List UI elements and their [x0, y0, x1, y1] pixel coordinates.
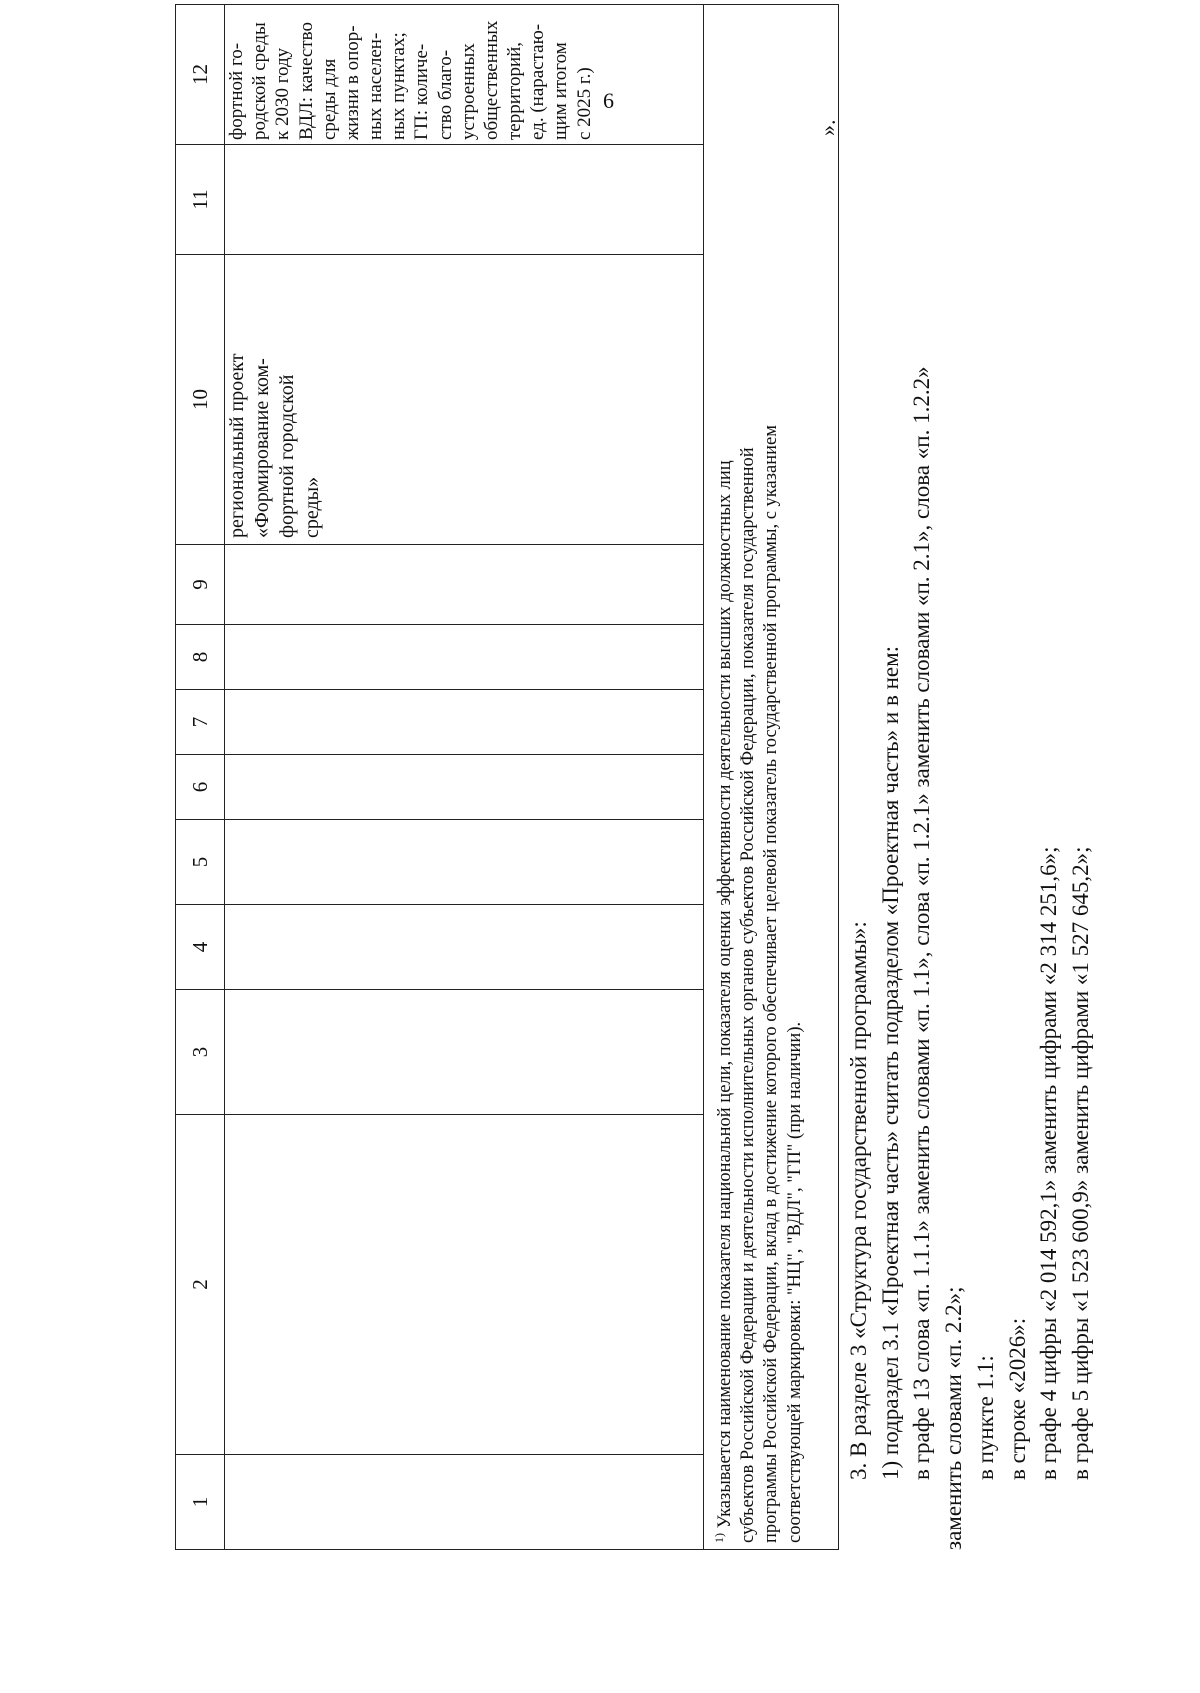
cell-col-2	[225, 1115, 704, 1455]
cell-text-line: устроенных	[457, 43, 479, 140]
page-number: 6	[603, 88, 614, 113]
closing-quote-mark: ».	[815, 119, 840, 136]
cell-col-5	[225, 820, 704, 905]
cell-text-line: ных населен-	[365, 32, 387, 140]
footnote	[704, 5, 839, 1550]
cell-col-1	[225, 1455, 704, 1550]
cell-text-line: ГП: количе-	[411, 43, 433, 140]
body-line: в графе 4 цифры «2 014 592,1» заменить цифрами «2 314 251,6»;	[1036, 846, 1062, 1480]
footnote-text: Указывается наименование показателя национальной цели, показателя оценки эффективности деятельности высших должностных лиц	[715, 460, 736, 1533]
footnote-line: соответствующей маркировки: "НЦ", "ВДЛ", "ГП" (при наличии).	[784, 1021, 805, 1543]
cell-text-line: ных пунктах;	[388, 32, 410, 140]
header-col-9: 9	[176, 545, 225, 625]
header-col-6: 6	[176, 755, 225, 820]
table-row	[225, 5, 704, 1550]
footnote-line: субъектов Российской Федерации и деятельности исполнительных органов субъектов Российской Федерации, показателя государственной	[738, 447, 759, 1543]
body-line: 1) подраздел 3.1 «Проектная часть» считать подразделом «Проектная часть» и в нем:	[877, 645, 903, 1480]
cell-text-line: ед. (нарастаю-	[527, 23, 549, 140]
header-col-11: 11	[176, 145, 225, 255]
cell-text-line: региональный проект	[226, 353, 248, 538]
footnote-line: программы Российской Федерации, вклад в достижение которого обеспечивает целевой показатель государственной программы, с указанием	[761, 425, 782, 1543]
table-header-row	[176, 5, 225, 1550]
cell-text-line: «Формирование ком-	[251, 358, 273, 538]
cell-text-line: с 2025 г.)	[573, 67, 595, 140]
body-line: в пункте 1.1:	[972, 1355, 998, 1480]
cell-col-8	[225, 625, 704, 690]
body-line: в графе 5 цифры «1 523 600,9» заменить цифрами «1 527 645,2»;	[1068, 846, 1094, 1480]
cell-col-3	[225, 990, 704, 1115]
cell-col-4	[225, 905, 704, 990]
header-col-1: 1	[176, 1455, 225, 1550]
cell-text-line: щим итогом	[550, 42, 572, 140]
header-col-12: 12	[176, 5, 225, 145]
body-line: в строке «2026»:	[1004, 1317, 1030, 1480]
body-line: в графе 13 слова «п. 1.1.1» заменить словами «п. 1.1», слова «п. 1.2.1» заменить словами «п. 2.1», слова «п. 1.2.2»	[909, 366, 935, 1480]
header-col-4: 4	[176, 905, 225, 990]
cell-text-line: ВДЛ: качество	[295, 22, 317, 140]
cell-col-11	[225, 145, 704, 255]
cell-col-7	[225, 690, 704, 755]
footnote-line	[712, 11, 737, 1543]
footnote-row	[704, 5, 839, 1550]
header-col-3: 3	[176, 990, 225, 1115]
cell-text-line: жизни в опор-	[341, 25, 363, 140]
body-line: заменить словами «п. 2.2»;	[941, 1286, 967, 1550]
header-col-10: 10	[176, 255, 225, 545]
header-col-5: 5	[176, 820, 225, 905]
cell-col-9	[225, 545, 704, 625]
cell-text-line: территорий,	[504, 41, 526, 140]
rotated-landscape-content	[175, 20, 1094, 1550]
amendment-text	[843, 130, 1097, 1550]
body-line: 3. В разделе 3 «Структура государственной программы»:	[846, 921, 871, 1480]
header-col-7: 7	[176, 690, 225, 755]
cell-col-6	[225, 755, 704, 820]
cell-text-line: среды для	[318, 58, 340, 140]
header-col-2: 2	[176, 1115, 225, 1455]
cell-text-line: родской среды	[249, 22, 271, 140]
cell-text-line: ство благо-	[434, 49, 456, 140]
cell-text-line: фортной го-	[226, 42, 247, 140]
cell-text-line: общественных	[480, 20, 502, 140]
footnote-marker: 1)	[712, 1533, 726, 1543]
cell-text-line: к 2030 году	[272, 47, 294, 140]
cell-text-line: фортной городской	[276, 374, 298, 538]
header-col-8: 8	[176, 625, 225, 690]
cell-col-12	[225, 5, 704, 145]
cell-col-10	[225, 255, 704, 545]
structure-table	[175, 4, 839, 1550]
cell-text-line: среды»	[301, 476, 323, 538]
